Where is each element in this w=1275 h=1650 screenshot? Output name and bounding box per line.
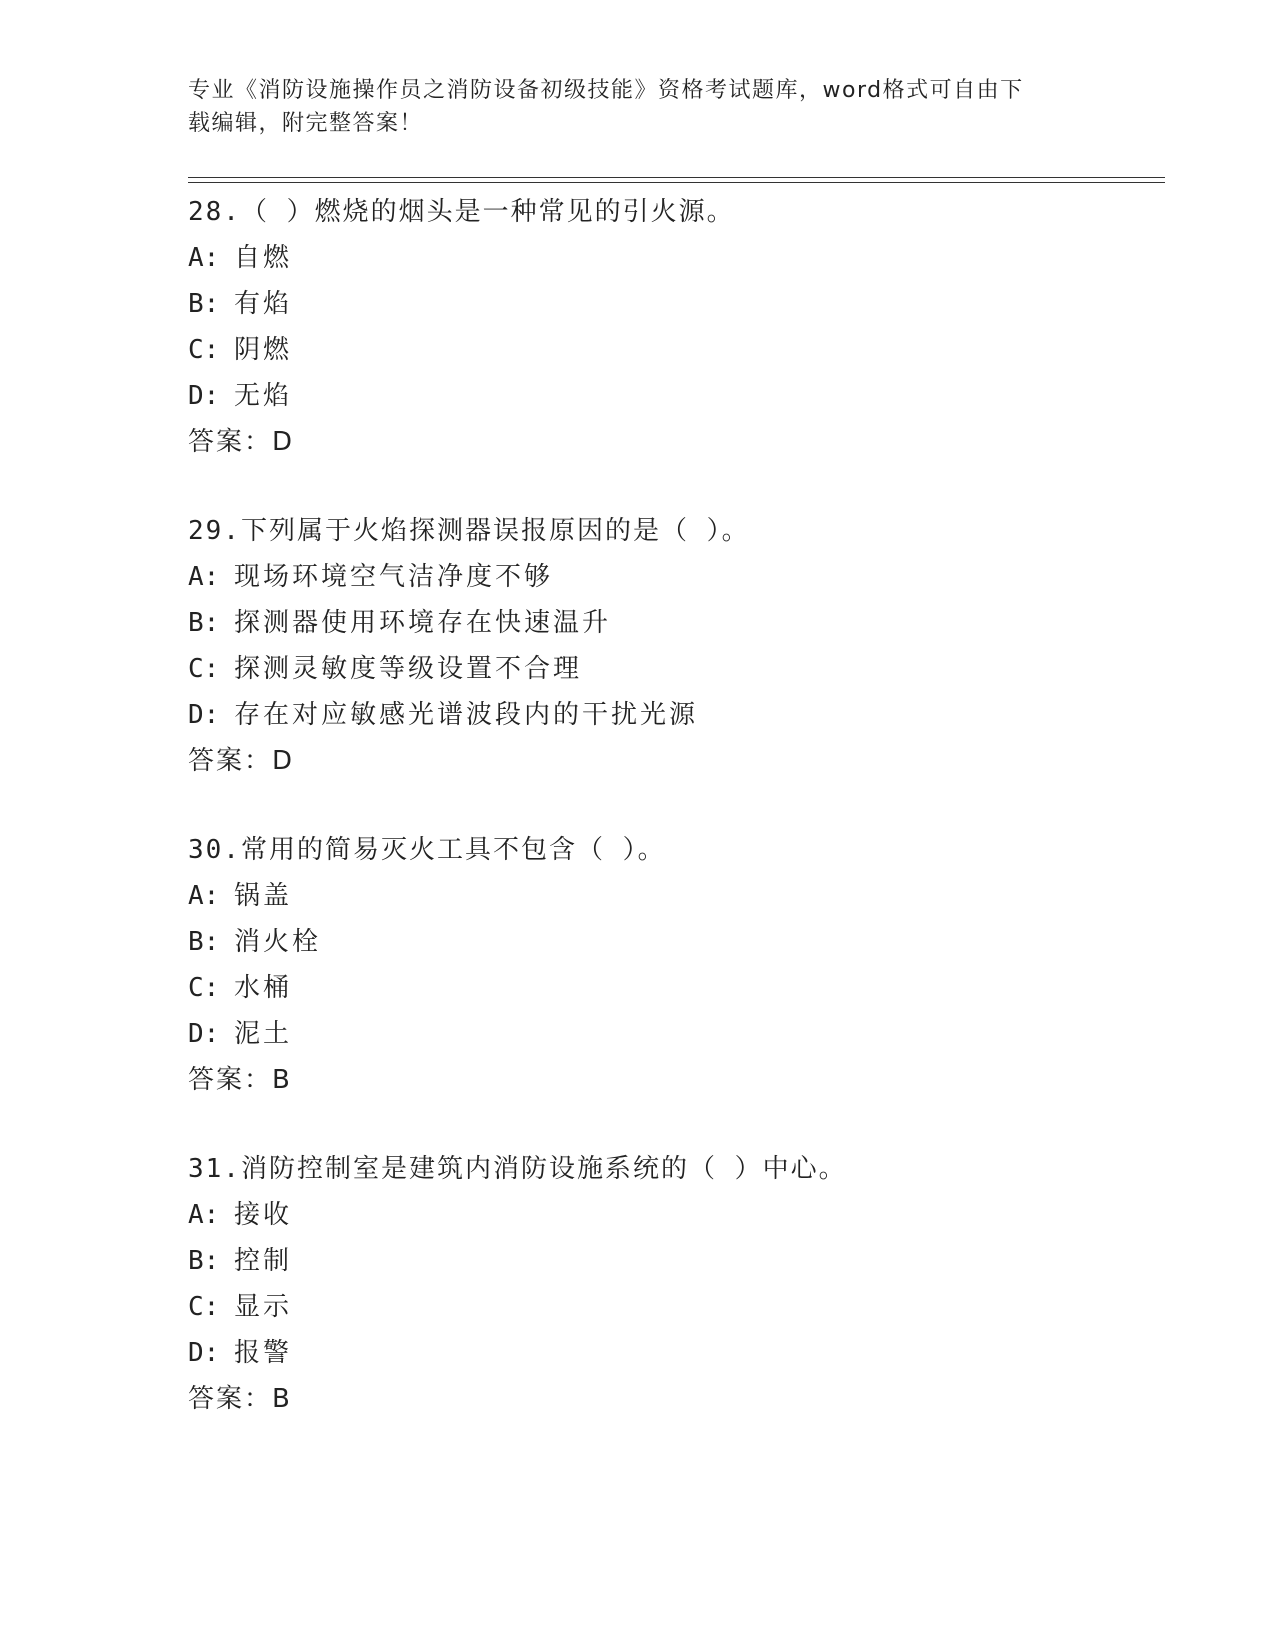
question-29 [188,508,1148,784]
option-text: 消火栓 [234,927,322,957]
option-key: B: [188,927,220,957]
question-gap [188,465,1148,508]
option-key: C: [188,973,220,1003]
answer-line: 答案：D [188,746,295,776]
option-b [188,281,1148,327]
option-c [188,965,1148,1011]
question-stem: 30.常用的简易灭火工具不包含（ ）。 [188,835,666,865]
option-d [188,1011,1148,1057]
answer-line: 答案：D [188,427,295,457]
option-text: 现场环境空气洁净度不够 [234,562,554,592]
option-text: 探测器使用环境存在快速温升 [234,608,612,638]
option-text: 报警 [234,1338,293,1368]
option-text: 水桶 [234,973,293,1003]
option-text: 泥土 [234,1019,293,1049]
option-d [188,692,1148,738]
option-key: B: [188,608,220,638]
option-c [188,327,1148,373]
option-text: 显示 [234,1292,293,1322]
question-31 [188,1146,1148,1422]
option-text: 阴燃 [234,335,293,365]
option-key: C: [188,335,220,365]
option-b [188,1238,1148,1284]
option-text: 无焰 [234,381,293,411]
question-stem: 29.下列属于火焰探测器误报原因的是（ ）。 [188,516,750,546]
header-line-2: 载编辑，附完整答案！ [188,111,424,136]
option-c [188,1284,1148,1330]
option-a [188,873,1148,919]
question-gap [188,784,1148,827]
option-c [188,646,1148,692]
option-text: 控制 [234,1246,293,1276]
option-key: A: [188,881,220,911]
option-key: D: [188,1338,220,1368]
option-text: 锅盖 [234,881,293,911]
option-d [188,373,1148,419]
option-key: A: [188,1200,220,1230]
option-b [188,919,1148,965]
question-stem: 28.（ ）燃烧的烟头是一种常见的引火源。 [188,197,735,227]
answer-line: 答案：B [188,1065,292,1095]
option-a [188,554,1148,600]
option-a [188,1192,1148,1238]
option-key: A: [188,243,220,273]
option-key: D: [188,381,220,411]
option-text: 存在对应敏感光谱波段内的干扰光源 [234,700,699,730]
option-text: 有焰 [234,289,293,319]
option-key: C: [188,654,220,684]
question-28 [188,189,1148,465]
document-header [188,74,1088,140]
header-double-rule [188,177,1165,183]
question-gap [188,1103,1148,1146]
option-key: B: [188,289,220,319]
header-line-1: 专业《消防设施操作员之消防设备初级技能》资格考试题库，word格式可自由下 [188,78,1024,103]
option-d [188,1330,1148,1376]
option-text: 接收 [234,1200,293,1230]
option-key: C: [188,1292,220,1322]
question-30 [188,827,1148,1103]
option-b [188,600,1148,646]
option-key: D: [188,700,220,730]
answer-line: 答案：B [188,1384,292,1414]
option-a [188,235,1148,281]
option-key: A: [188,562,220,592]
option-key: D: [188,1019,220,1049]
option-key: B: [188,1246,220,1276]
question-stem: 31.消防控制室是建筑内消防设施系统的（ ）中心。 [188,1154,847,1184]
question-list [188,189,1148,1422]
option-text: 探测灵敏度等级设置不合理 [234,654,583,684]
option-text: 自燃 [234,243,293,273]
